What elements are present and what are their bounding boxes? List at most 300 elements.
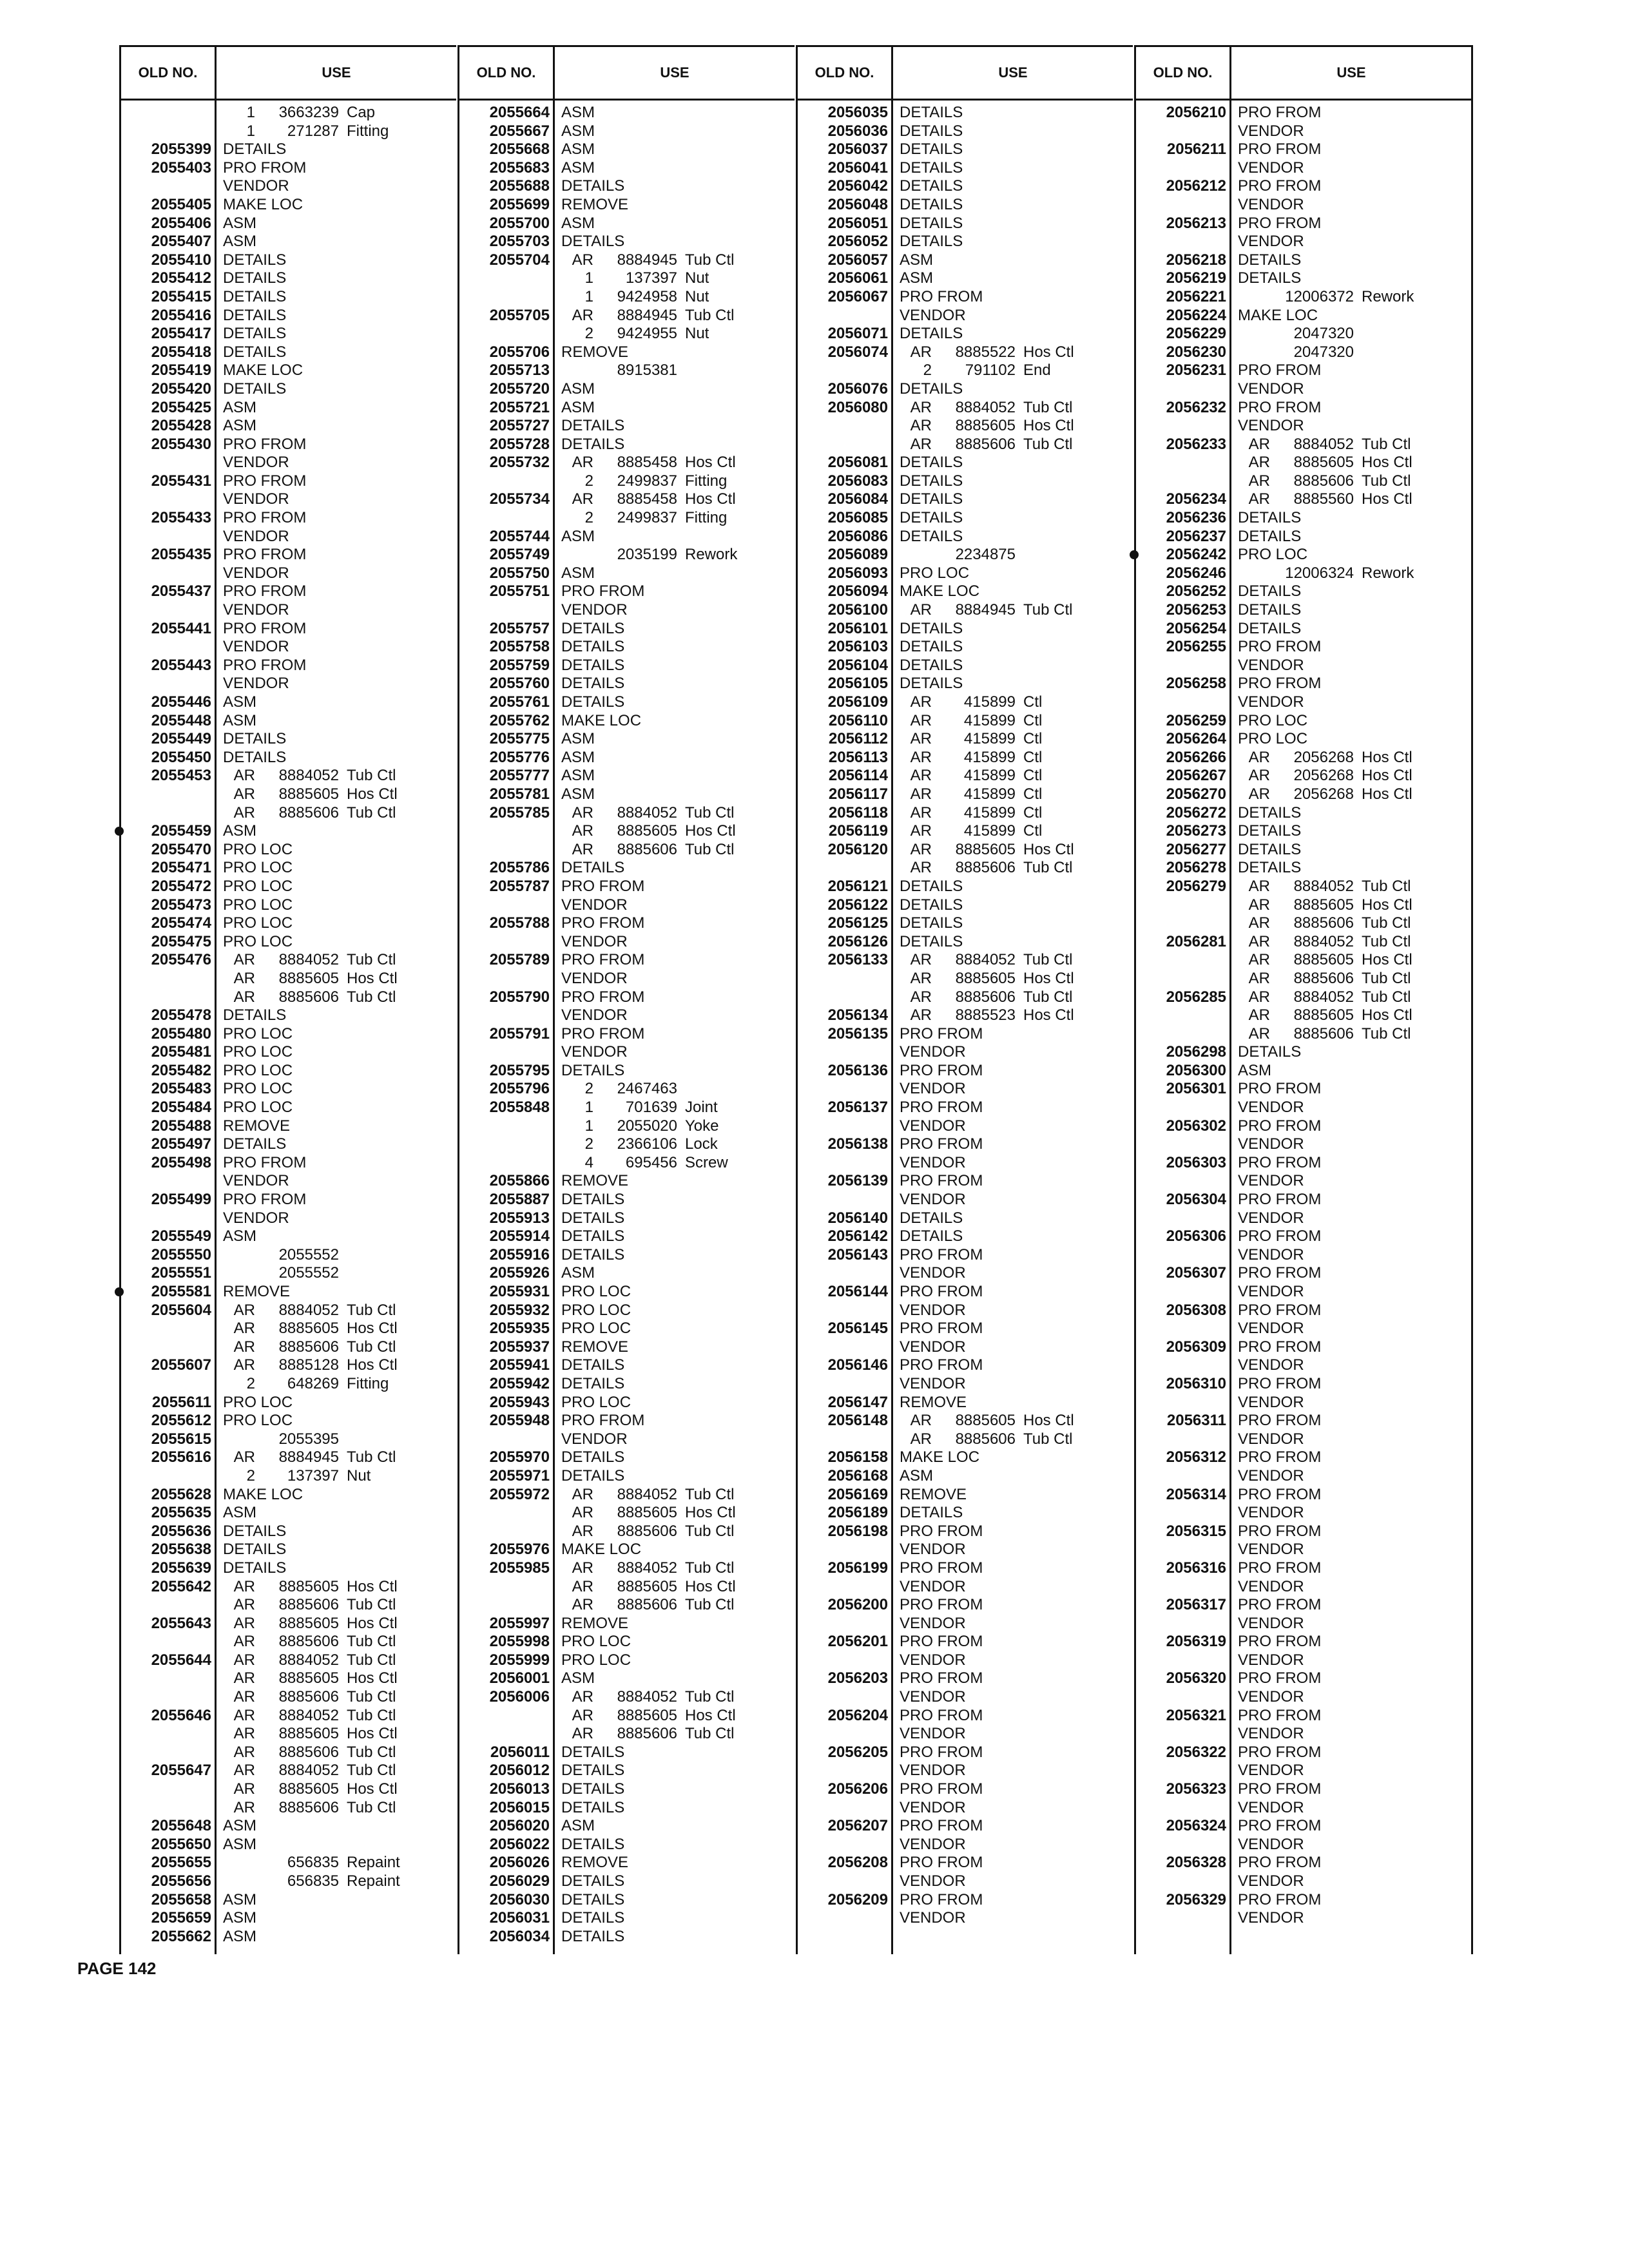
use-cell: ASM bbox=[223, 1835, 257, 1853]
table-row bbox=[121, 288, 456, 307]
quantity: AR bbox=[910, 711, 932, 729]
table-row bbox=[1136, 1615, 1471, 1633]
table-row bbox=[1136, 1062, 1471, 1081]
quantity: AR bbox=[910, 398, 932, 416]
use-cell: PRO FROM bbox=[1238, 1633, 1322, 1651]
old-number bbox=[1136, 361, 1231, 380]
table-row bbox=[121, 951, 456, 970]
table-row bbox=[459, 1006, 795, 1025]
old-number bbox=[798, 1412, 893, 1430]
table-row bbox=[798, 122, 1133, 141]
use-cell: REMOVE bbox=[900, 1393, 967, 1411]
table-row bbox=[1136, 1283, 1471, 1302]
old-number bbox=[1136, 988, 1231, 1007]
use-cell: PRO FROM bbox=[900, 1817, 983, 1835]
table-row bbox=[459, 140, 795, 159]
table-row bbox=[459, 307, 795, 325]
part-number: 137397 bbox=[287, 1466, 339, 1485]
old-number-text: 2056081 bbox=[827, 454, 888, 472]
part-number: 415899 bbox=[963, 822, 1016, 840]
old-number bbox=[1136, 1154, 1231, 1173]
use-cell bbox=[217, 988, 396, 1007]
old-number bbox=[798, 196, 893, 215]
old-number bbox=[798, 1504, 893, 1523]
table-row bbox=[459, 490, 795, 509]
quantity: 2 bbox=[584, 472, 593, 490]
table-row bbox=[798, 1338, 1133, 1357]
quantity: AR bbox=[1248, 785, 1270, 803]
old-number bbox=[1136, 859, 1231, 878]
old-number bbox=[459, 1412, 555, 1430]
quantity: 4 bbox=[584, 1153, 593, 1171]
use-cell: PRO FROM bbox=[1238, 1227, 1322, 1245]
table-row bbox=[1136, 1854, 1471, 1872]
old-number bbox=[459, 878, 555, 896]
use-cell bbox=[217, 1320, 398, 1338]
use-cell: DETAILS bbox=[900, 472, 963, 490]
table-row bbox=[459, 1191, 795, 1209]
use-cell: ASM bbox=[561, 527, 595, 545]
quantity: AR bbox=[910, 803, 932, 822]
table-row bbox=[459, 1246, 795, 1265]
part-number: 8884052 bbox=[955, 951, 1016, 969]
old-number bbox=[121, 1854, 217, 1872]
old-number-text: 2055647 bbox=[151, 1762, 211, 1780]
old-number-text: 2055887 bbox=[489, 1191, 550, 1209]
table-row bbox=[121, 1135, 456, 1154]
part-description: Tub Ctl bbox=[347, 1762, 396, 1780]
old-number-text: 2055720 bbox=[489, 380, 550, 398]
old-number-text: 2055775 bbox=[489, 730, 550, 748]
quantity: AR bbox=[572, 1577, 593, 1595]
old-number-text: 2056137 bbox=[827, 1099, 888, 1117]
use-cell bbox=[1231, 970, 1411, 988]
quantity: 2 bbox=[584, 1135, 593, 1153]
use-cell: VENDOR bbox=[1238, 1135, 1304, 1153]
old-number bbox=[798, 325, 893, 343]
part-description: Tub Ctl bbox=[685, 1559, 735, 1577]
use-cell: PRO LOC bbox=[561, 1393, 631, 1411]
use-cell bbox=[893, 951, 1072, 970]
row-list bbox=[121, 104, 456, 1946]
use-cell: DETAILS bbox=[561, 1448, 625, 1466]
table-row bbox=[459, 620, 795, 639]
table-row bbox=[798, 712, 1133, 731]
old-number-text: 2055475 bbox=[151, 932, 211, 950]
use-cell: DETAILS bbox=[561, 1927, 625, 1945]
table-row bbox=[1136, 1246, 1471, 1265]
old-number bbox=[798, 399, 893, 418]
old-number-text: 2056209 bbox=[827, 1890, 888, 1908]
use-cell bbox=[217, 1651, 396, 1670]
part-description: Tub Ctl bbox=[1362, 1024, 1411, 1043]
old-number bbox=[459, 233, 555, 251]
use-cell bbox=[217, 1799, 396, 1818]
old-number-text: 2055628 bbox=[151, 1485, 211, 1503]
use-cell: PRO FROM bbox=[900, 1706, 983, 1724]
old-number-text: 2055734 bbox=[489, 490, 550, 508]
use-cell: REMOVE bbox=[561, 1614, 629, 1632]
old-number-text: 2055688 bbox=[489, 177, 550, 195]
old-number bbox=[121, 417, 217, 436]
use-cell: PRO FROM bbox=[561, 914, 645, 932]
use-cell: ASM bbox=[561, 564, 595, 582]
old-number-text: 2056114 bbox=[828, 767, 888, 785]
old-number bbox=[798, 878, 893, 896]
quantity: 1 bbox=[246, 104, 255, 121]
part-number: 8885606 bbox=[278, 1743, 339, 1761]
table-row bbox=[1136, 693, 1471, 712]
table-row bbox=[121, 1412, 456, 1430]
table-row bbox=[459, 1320, 795, 1338]
table-row bbox=[1136, 1227, 1471, 1246]
table-row bbox=[121, 1799, 456, 1818]
table-row bbox=[798, 454, 1133, 472]
use-cell: VENDOR bbox=[900, 1835, 966, 1853]
old-number-text: 2055926 bbox=[489, 1264, 550, 1282]
old-number bbox=[459, 417, 555, 436]
table-row bbox=[1136, 675, 1471, 693]
use-cell: DETAILS bbox=[223, 306, 287, 324]
use-cell: DETAILS bbox=[900, 233, 963, 251]
part-number: 8884052 bbox=[278, 1301, 339, 1319]
old-number bbox=[459, 1375, 555, 1394]
use-cell: DETAILS bbox=[561, 1209, 625, 1227]
use-cell bbox=[1231, 767, 1412, 785]
old-number bbox=[798, 785, 893, 804]
old-number-text: 2055787 bbox=[489, 877, 550, 895]
old-number bbox=[121, 1448, 217, 1467]
part-description: Fitting bbox=[347, 122, 389, 140]
use-cell: DETAILS bbox=[561, 1245, 625, 1264]
old-number-text: 2056328 bbox=[1166, 1854, 1226, 1872]
old-number-text: 2056101 bbox=[827, 619, 888, 637]
table-row bbox=[459, 1615, 795, 1633]
use-cell: PRO FROM bbox=[1238, 1374, 1322, 1392]
part-description: Lock bbox=[685, 1135, 718, 1153]
old-number-text: 2055443 bbox=[151, 656, 211, 674]
quantity: AR bbox=[233, 1743, 255, 1761]
old-number-text: 2055407 bbox=[151, 233, 211, 251]
quantity: AR bbox=[572, 454, 593, 472]
old-number-text: 2055499 bbox=[151, 1191, 211, 1209]
table-row bbox=[798, 1780, 1133, 1799]
part-description: Tub Ctl bbox=[347, 951, 396, 969]
old-number bbox=[1136, 325, 1231, 343]
quantity: AR bbox=[233, 1614, 255, 1632]
quantity: AR bbox=[1248, 988, 1270, 1006]
part-description: Cap bbox=[347, 104, 376, 121]
old-number bbox=[798, 380, 893, 399]
part-number: 8885605 bbox=[1293, 951, 1354, 969]
quantity: AR bbox=[910, 417, 932, 435]
table-row bbox=[1136, 749, 1471, 767]
old-number-text: 2055498 bbox=[151, 1153, 211, 1171]
use-cell: PRO FROM bbox=[900, 1320, 983, 1338]
use-cell bbox=[217, 1246, 347, 1265]
old-number-text: 2055416 bbox=[151, 306, 211, 324]
old-number bbox=[798, 730, 893, 749]
table-column-3 bbox=[796, 45, 1133, 1954]
use-cell: VENDOR bbox=[1238, 693, 1304, 711]
use-cell: PRO FROM bbox=[223, 656, 307, 674]
table-row bbox=[459, 177, 795, 196]
part-number: 8885605 bbox=[278, 1320, 339, 1338]
use-cell: VENDOR bbox=[1238, 1688, 1304, 1706]
table-row bbox=[459, 693, 795, 712]
table-row bbox=[1136, 159, 1471, 178]
table-row bbox=[1136, 1264, 1471, 1283]
old-number bbox=[459, 1394, 555, 1412]
old-number-text: 2055744 bbox=[489, 527, 550, 545]
table-row bbox=[1136, 1320, 1471, 1338]
table-row bbox=[459, 914, 795, 933]
old-number-text: 2055668 bbox=[489, 140, 550, 159]
use-cell: ASM bbox=[223, 1927, 257, 1945]
table-row bbox=[798, 1541, 1133, 1559]
table-row bbox=[121, 361, 456, 380]
use-cell: DETAILS bbox=[561, 1798, 625, 1816]
part-number: 8885605 bbox=[1293, 454, 1354, 472]
table-row bbox=[1136, 1302, 1471, 1320]
table-row bbox=[121, 122, 456, 141]
old-number-text: 2056035 bbox=[827, 104, 888, 121]
use-cell bbox=[1231, 914, 1411, 933]
table-row bbox=[798, 1725, 1133, 1744]
part-number: 2499837 bbox=[617, 472, 677, 490]
quantity: AR bbox=[572, 1504, 593, 1522]
quantity: AR bbox=[1248, 748, 1270, 766]
use-cell: PRO FROM bbox=[900, 1633, 983, 1651]
table-row bbox=[798, 307, 1133, 325]
table-row bbox=[121, 509, 456, 528]
old-number bbox=[798, 215, 893, 233]
old-number bbox=[121, 657, 217, 675]
use-cell: DETAILS bbox=[561, 1762, 625, 1780]
use-cell: PRO LOC bbox=[223, 1024, 293, 1043]
quantity: AR bbox=[910, 785, 932, 803]
table-row bbox=[121, 1154, 456, 1173]
table-row bbox=[1136, 1780, 1471, 1799]
use-cell: DETAILS bbox=[561, 1374, 625, 1392]
use-cell bbox=[555, 325, 709, 343]
use-cell: PRO FROM bbox=[900, 1854, 983, 1872]
old-number-text: 2056311 bbox=[1166, 1412, 1226, 1430]
use-cell: DETAILS bbox=[223, 380, 287, 398]
old-number-text: 2056133 bbox=[827, 951, 888, 969]
old-number bbox=[1136, 620, 1231, 639]
use-cell: PRO FROM bbox=[1238, 1153, 1322, 1171]
use-cell: MAKE LOC bbox=[223, 361, 304, 380]
old-number bbox=[459, 1227, 555, 1246]
old-number bbox=[1136, 638, 1231, 657]
use-cell: VENDOR bbox=[900, 1614, 966, 1632]
old-number-text: 2056135 bbox=[827, 1024, 888, 1043]
old-number-text: 2055971 bbox=[489, 1466, 550, 1485]
use-cell: VENDOR bbox=[1238, 1209, 1304, 1227]
use-cell bbox=[555, 1707, 736, 1725]
old-number-text: 2055410 bbox=[151, 251, 211, 269]
use-header: USE bbox=[322, 64, 351, 81]
table-row bbox=[798, 1099, 1133, 1117]
use-cell: VENDOR bbox=[1238, 1320, 1304, 1338]
old-number bbox=[459, 159, 555, 178]
old-number bbox=[798, 1283, 893, 1302]
old-number bbox=[798, 1172, 893, 1191]
table-row bbox=[121, 675, 456, 693]
part-number: 415899 bbox=[963, 803, 1016, 822]
use-cell: DETAILS bbox=[223, 343, 287, 361]
use-cell: VENDOR bbox=[900, 1080, 966, 1098]
use-cell: PRO FROM bbox=[223, 159, 307, 177]
old-number-text: 2055704 bbox=[489, 251, 550, 269]
use-cell: PRO LOC bbox=[223, 1080, 293, 1098]
table-row bbox=[121, 1891, 456, 1910]
table-row bbox=[121, 1817, 456, 1836]
use-cell: MAKE LOC bbox=[223, 1485, 304, 1503]
old-number bbox=[459, 1191, 555, 1209]
old-number bbox=[798, 1062, 893, 1081]
table-row bbox=[798, 1615, 1133, 1633]
table-row bbox=[798, 361, 1133, 380]
table-row bbox=[459, 1707, 795, 1725]
quantity: AR bbox=[233, 1780, 255, 1798]
part-description: Tub Ctl bbox=[1362, 435, 1411, 453]
old-number bbox=[121, 196, 217, 215]
part-description: Hos Ctl bbox=[685, 454, 736, 472]
old-number-text: 2056201 bbox=[827, 1633, 888, 1651]
use-cell: PRO FROM bbox=[1238, 1448, 1322, 1466]
part-number: 8884052 bbox=[278, 951, 339, 969]
use-cell: PRO FROM bbox=[1238, 675, 1322, 693]
part-number: 8884052 bbox=[617, 1559, 677, 1577]
use-cell bbox=[217, 1872, 400, 1891]
use-cell: PRO LOC bbox=[223, 1099, 293, 1117]
use-cell: MAKE LOC bbox=[561, 1541, 642, 1559]
use-cell: PRO FROM bbox=[223, 435, 307, 453]
use-cell: DETAILS bbox=[1238, 601, 1302, 619]
old-number bbox=[798, 509, 893, 528]
old-number bbox=[459, 914, 555, 933]
use-cell bbox=[217, 1578, 398, 1597]
old-number-text: 2056057 bbox=[827, 251, 888, 269]
part-number: 415899 bbox=[963, 785, 1016, 803]
use-cell: ASM bbox=[561, 380, 595, 398]
column-header bbox=[121, 47, 456, 101]
part-number: 2055395 bbox=[278, 1430, 339, 1448]
table-row bbox=[1136, 1909, 1471, 1928]
old-number bbox=[459, 215, 555, 233]
table-row bbox=[121, 1909, 456, 1928]
part-description: Hos Ctl bbox=[1023, 343, 1074, 361]
old-number bbox=[459, 1836, 555, 1854]
table-row bbox=[459, 1043, 795, 1062]
old-number-text: 2056234 bbox=[1166, 490, 1226, 508]
use-cell: PRO FROM bbox=[1238, 1743, 1322, 1761]
old-number bbox=[459, 1467, 555, 1486]
old-number bbox=[1136, 1043, 1231, 1062]
table-row bbox=[798, 1006, 1133, 1025]
use-cell bbox=[893, 436, 1072, 454]
use-cell: VENDOR bbox=[1238, 1872, 1304, 1890]
part-description: Tub Ctl bbox=[347, 1651, 396, 1669]
table-row bbox=[121, 1099, 456, 1117]
use-cell: VENDOR bbox=[1238, 1725, 1304, 1743]
use-cell bbox=[1231, 933, 1411, 952]
old-number bbox=[459, 361, 555, 380]
old-number-text: 2056110 bbox=[828, 711, 888, 729]
old-number bbox=[1136, 1891, 1231, 1910]
table-row bbox=[798, 988, 1133, 1007]
old-number-text: 2055550 bbox=[151, 1245, 211, 1264]
old-number-text: 2055636 bbox=[151, 1522, 211, 1540]
table-row bbox=[459, 1338, 795, 1357]
use-cell: PRO FROM bbox=[1238, 361, 1322, 380]
use-cell: VENDOR bbox=[561, 932, 628, 950]
part-number: 8885605 bbox=[278, 785, 339, 803]
old-number bbox=[459, 399, 555, 418]
use-header: USE bbox=[998, 64, 1028, 81]
use-cell: PRO LOC bbox=[223, 840, 293, 858]
old-number-text: 2056086 bbox=[827, 527, 888, 545]
use-cell: PRO FROM bbox=[223, 472, 307, 490]
old-number-text: 2056258 bbox=[1166, 675, 1226, 693]
old-number-text: 2056026 bbox=[489, 1854, 550, 1872]
table-row bbox=[798, 1762, 1133, 1780]
use-cell bbox=[1231, 564, 1414, 583]
use-cell: PRO FROM bbox=[1238, 214, 1322, 232]
table-row bbox=[459, 767, 795, 785]
old-number bbox=[121, 1080, 217, 1099]
use-cell: VENDOR bbox=[1238, 1909, 1304, 1927]
use-cell bbox=[217, 1669, 398, 1688]
table-row bbox=[1136, 657, 1471, 675]
old-number bbox=[798, 177, 893, 196]
table-row bbox=[121, 804, 456, 823]
use-cell bbox=[1231, 988, 1411, 1007]
part-number: 2467463 bbox=[617, 1080, 677, 1098]
old-number-text: 2056022 bbox=[489, 1835, 550, 1853]
old-number bbox=[459, 1744, 555, 1762]
use-cell: PRO LOC bbox=[561, 1301, 631, 1319]
table-row bbox=[459, 399, 795, 418]
table-row bbox=[1136, 767, 1471, 785]
use-cell: REMOVE bbox=[561, 1172, 629, 1190]
use-cell bbox=[217, 1375, 389, 1394]
old-number-text: 2055948 bbox=[489, 1412, 550, 1430]
table-row bbox=[121, 1338, 456, 1357]
table-row bbox=[798, 1394, 1133, 1412]
old-number-text: 2055788 bbox=[489, 914, 550, 932]
table-row bbox=[798, 970, 1133, 988]
part-number: 8885606 bbox=[617, 1596, 677, 1614]
use-cell: PRO FROM bbox=[561, 1024, 645, 1043]
quantity: AR bbox=[233, 1688, 255, 1706]
table-row bbox=[459, 1817, 795, 1836]
old-number-text: 2056324 bbox=[1166, 1817, 1226, 1835]
old-number-text: 2055705 bbox=[489, 306, 550, 324]
table-row bbox=[121, 988, 456, 1007]
old-number bbox=[1136, 1080, 1231, 1099]
old-number-text: 2056104 bbox=[827, 656, 888, 674]
quantity: AR bbox=[910, 969, 932, 987]
old-number-text: 2055786 bbox=[489, 859, 550, 877]
old-number-text: 2056034 bbox=[489, 1927, 550, 1945]
old-number bbox=[121, 1707, 217, 1725]
old-number bbox=[1136, 1596, 1231, 1615]
table-row bbox=[459, 361, 795, 380]
table-row bbox=[459, 712, 795, 731]
